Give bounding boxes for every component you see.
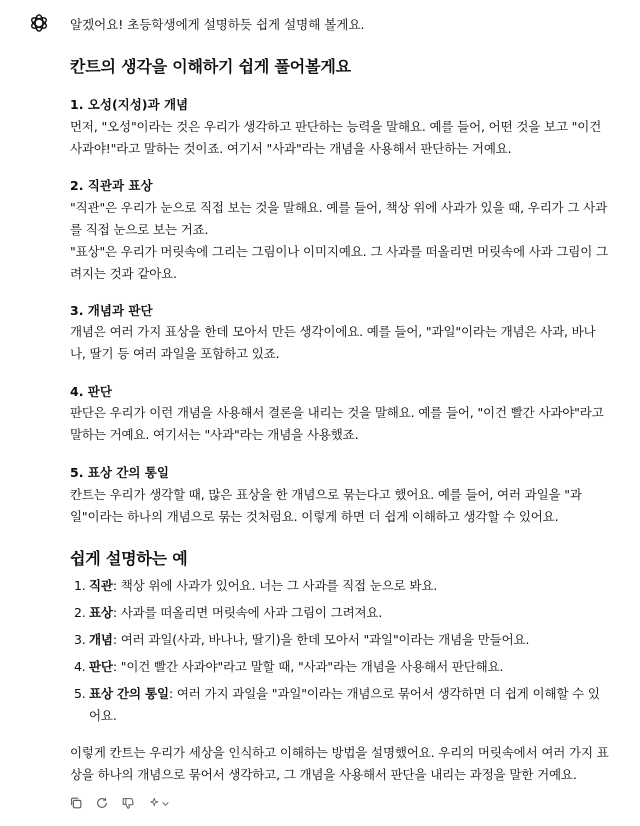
examples-list xyxy=(67,575,607,727)
section-title-3: 3. 개념과 판단 xyxy=(70,303,153,318)
thumbs-down-icon xyxy=(121,796,135,810)
sparkle-icon xyxy=(149,797,161,809)
list-item: 4. 판단: "이건 빨간 사과야"라고 말할 때, "사과"라는 개념을 사용해서 판단해요. xyxy=(74,659,504,674)
section-title-5: 5. 표상 간의 통일 xyxy=(70,465,169,480)
section-body-2: "직관"은 우리가 눈으로 직접 보는 것을 말해요. 예를 들어, 책상 위에 사과가 있을 때, 우리가 그 사과를 직접 눈으로 보는 거죠. "표상"은 우리가 머릿속에 그리는 그림이나 이미지예요. 그 사과를 떠올리면 머릿속에 사과 그림이 그려지는 것과 같아요. xyxy=(70,200,608,281)
section-title-4: 4. 판단 xyxy=(70,384,112,399)
conclusion-text: 이렇게 칸트는 우리가 세상을 인식하고 이해하는 방법을 설명했어요. 우리의 머릿속에서 여러 가지 표상을 하나의 개념으로 묶어서 생각하고, 그 개념을 사용해서 판단을 내리는 과정을 말한 거예요. xyxy=(70,745,609,782)
intro-text: 알겠어요! 초등학생에게 설명하듯 쉽게 설명해 볼게요. xyxy=(70,17,365,32)
model-switch-button[interactable] xyxy=(146,795,172,811)
section-body-3: 개념은 여러 가지 표상을 한데 모아서 만든 생각이에요. 예를 들어, "과일"이라는 개념은 사과, 바나나, 딸기 등 여러 과일을 포함하고 있죠. xyxy=(70,324,596,361)
list-item: 3. 개념: 여러 과일(사과, 바나나, 딸기)을 한데 모아서 "과일"이라는 개념을 만들어요. xyxy=(74,632,530,647)
assistant-avatar xyxy=(28,12,50,34)
section-title-2: 2. 직관과 표상 xyxy=(70,178,153,193)
heading-examples: 쉽게 설명하는 예 xyxy=(70,549,188,568)
chevron-down-icon xyxy=(161,799,170,808)
message-actions xyxy=(68,795,172,811)
regenerate-button[interactable] xyxy=(94,795,110,811)
regenerate-icon xyxy=(95,796,109,810)
openai-logo-icon xyxy=(28,12,50,34)
section-body-4: 판단은 우리가 이런 개념을 사용해서 결론을 내리는 것을 말해요. 예를 들어, "이건 빨간 사과야"라고 말하는 거예요. 여기서는 "사과"라는 개념을 사용했죠. xyxy=(70,405,604,442)
section-title-1: 1. 오성(지성)과 개념 xyxy=(70,97,189,112)
dislike-button[interactable] xyxy=(120,795,136,811)
section-body-5: 칸트는 우리가 생각할 때, 많은 표상을 한 개념으로 묶는다고 했어요. 예를 들어, 여러 과일을 "과일"이라는 하나의 개념으로 묶는 것처럼요. 이렇게 하면 더 쉽게 이해하고 생각할 수 있어요. xyxy=(70,487,582,524)
copy-icon xyxy=(69,796,83,810)
copy-button[interactable] xyxy=(68,795,84,811)
heading-kant-explained: 칸트의 생각을 이해하기 쉽게 풀어볼게요 xyxy=(70,57,351,76)
list-item: 2. 표상: 사과를 떠올리면 머릿속에 사과 그림이 그려져요. xyxy=(74,605,383,620)
list-item: 1. 직관: 책상 위에 사과가 있어요. 너는 그 사과를 직접 눈으로 봐요. xyxy=(74,578,438,593)
section-body-1: 먼저, "오성"이라는 것은 우리가 생각하고 판단하는 능력을 말해요. 예를 들어, 어떤 것을 보고 "이건 사과야!"라고 말하는 것이죠. 여기서 "사과"라는 개념을 사용해서 판단하는 거예요. xyxy=(70,119,602,156)
list-item: 5. 표상 간의 통일: 여러 가지 과일을 "과일"이라는 개념으로 묶어서 생각하면 더 쉽게 이해할 수 있어요. xyxy=(74,686,600,723)
